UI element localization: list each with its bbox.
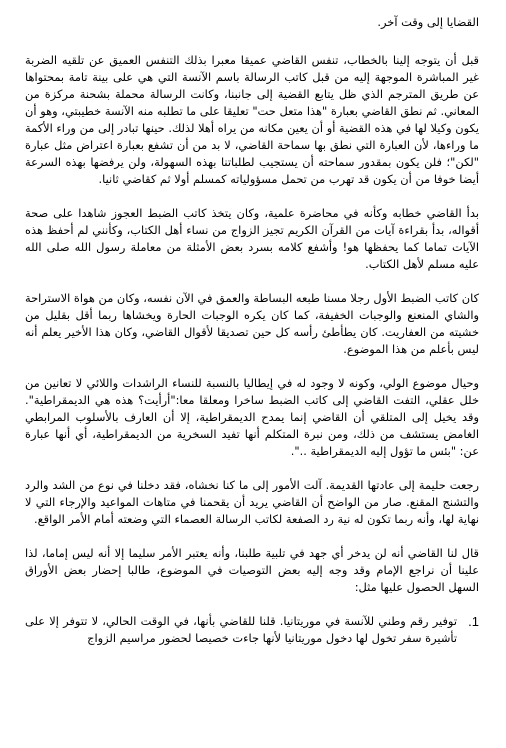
intro-line: القضايا إلى وقت آخر. <box>377 15 479 29</box>
paragraph-2: بدأ القاضي خطابه وكأنه في محاضرة علمية، وكان يتخذ كاتب الضبط العجوز شاهدا على صحة أقواله، بدأ بقراءة آيات من القرآن الكريم تجيز الزواج من نساء أهل الكتاب، وكأنني لم أحفظ هذه الآيات تماما كما يحفظها هو! وأشفع كلامه بسرد بعض الأمثلة من معاملة رسول الله صلى الله عليه مسلم لأهل الكتاب. <box>25 206 479 271</box>
paragraph-6: قال لنا القاضي أنه لن يدخر أي جهد في تلبية طلبنا، وأنه يعتبر الأمر سليما إلا أنه ليس إماما، لذا علينا أن نراجع الإمام وقد وجه إليه بعض التوصيات في الموضوع، طالبا إحضار بعض الأوراق السهل الحصول عليها مثل: <box>25 546 479 594</box>
paragraph-4: وحيال موضوع الولي، وكونه لا وجود له في إيطاليا بالنسبة للنساء الراشدات واللائي لا تعانين من خلل عقلي، التفت القاضي إلى كاتب الضبط ساخرا ومعلقا معا:"أرأيت؟ هذه هي الديمقراطية". وقد يخيل إلى المتلقي أن القاضي إنما يمدح الديمقراطية، إلا أن العارف بالأسلوب المرابطي الغامض يستشف من ذلك، ومن نبرة المتكلم أنها تفيد السخرية من الديمقراطية، أي أنها عبارة عن: "بئس ما تؤول إليه الديمقراطية ..". <box>25 376 479 458</box>
paragraph-1: قبل أن يتوجه إلينا بالخطاب، تنفس القاضي عميقا معبرا بذلك التنفس العميق عن تلقيه الضربة غير المباشرة الموجهة إليه من قبل كاتب الرسالة باسم الآنسة التي هي على بينة تامة بمحتواها عن طريق المترجم الذي ظل يتابع القضية إلى جانبنا، وكانت الرسالة محملة بشحنة مركزة من المعاني. ثم نطق القاضي بعبارة "هذا متعل حت" تعليقا على ما تطلبه منه الآنسة خطيبتي، وهو أن يكون وكيلا لها في هذه القضية أو أن يعين مكانه من يراه أهلا لذلك. حينها تبادر إلى من وراء الأكمة ما وراءها، لأن العبارة التي نطق بها سماحة القاضي، لا بد من أن تشفع بعبارة اعتراض مثل عبارة "لكن"؛ فلن يكون بمقدور سماحته أن يستجيب لطلباتنا بهذه السهولة، ولن يرفضها بهذه السرعة أيضا خوفا من أن يكون قد تهرب من تحمل مسؤولياته كمسلم أولا ثم كقاضي ثانيا. <box>25 53 479 186</box>
paragraph-3: كان كاتب الضبط الأول رجلا مسنا طبعه البساطة والعمق في الآن نفسه، وكان من هواة الاستراحة والشاي المنعنع والوجبات الخفيفة، كما كان يكره الوجبات الحارة ويخشاها ربما أقل بقليل من خشيته من العفاريت. كان يطأطئ رأسه كل حين تصديقا لأقوال القاضي، وكان هذا الأخير يعلم أنه ليس بأعلم من هذا الموضوع. <box>25 291 479 356</box>
list-item-text: توفير رقم وطني للآنسة في موريتانيا. قلنا للقاضي بأنها، في الوقت الحالي، لا تتوفر إلا على تأشيرة سفر تخول لها دخول موريتانيا لأنها جاءت خصيصا لحضور مراسيم الزواج <box>25 614 457 645</box>
paragraph-5: رجعت حليمة إلى عادتها القديمة. آلت الأمور إلى ما كنا نخشاه، فقد دخلنا في نوع من الشد والرد والتشنج المقنع. صار من الواضح أن القاضي يريد أن يقحمنا في متاهات المواعيد والإرجاء التي لا نهاية لها، وأنه ربما تكون له نية رد الصفعة لكاتب الرسالة العصماء التي وضعته أمام الأمر الواقع. <box>25 478 479 526</box>
list-item <box>25 613 479 647</box>
list-item-number: 1. <box>468 614 479 629</box>
